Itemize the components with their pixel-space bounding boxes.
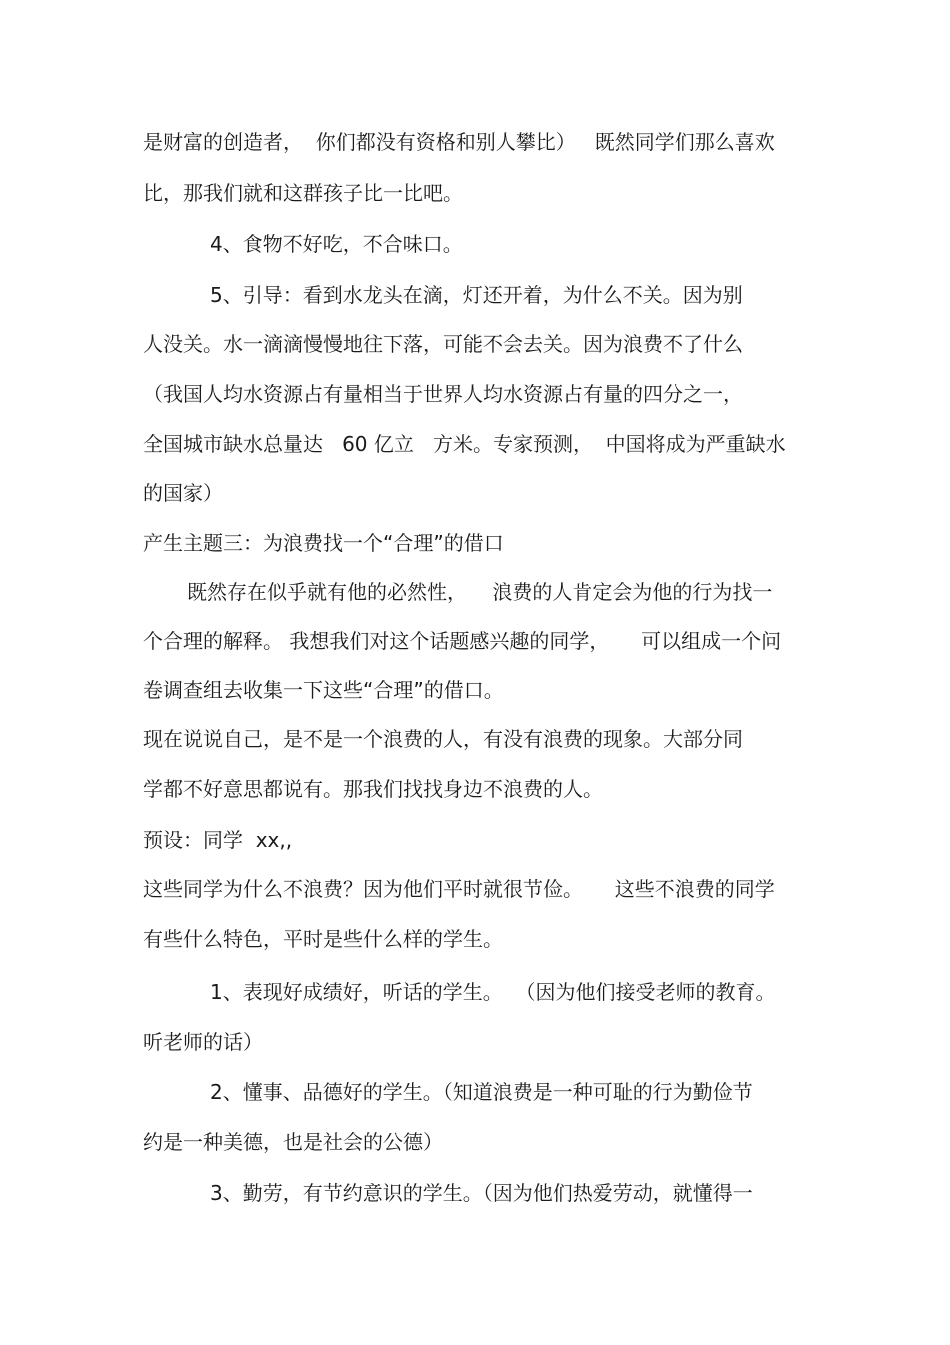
text-line: 预设：同学 xx,, — [143, 828, 293, 852]
text-line: 现在说说自己，是不是一个浪费的人，有没有浪费的现象。大部分同 — [143, 727, 743, 751]
text-line: 的国家） — [143, 481, 223, 505]
text-line: 5、引导：看到水龙头在滴，灯还开着，为什么不关。因为别 — [210, 283, 743, 307]
text-line: 卷调查组去收集一下这些“合理”的借口。 — [143, 678, 504, 702]
text-line: 4、食物不好吃，不合味口。 — [210, 232, 463, 256]
text-line: 有些什么特色，平时是些什么样的学生。 — [143, 927, 503, 951]
section-heading: 产生主题三：为浪费找一个“合理”的借口 — [143, 531, 504, 555]
text-line: 既然存在似乎就有他的必然性， 浪费的人肯定会为他的行为找一 — [187, 580, 773, 604]
text-line: 这些同学为什么不浪费？因为他们平时就很节俭。 这些不浪费的同学 — [143, 877, 775, 901]
text-line: 人没关。水一滴滴慢慢地往下落，可能不会去关。因为浪费不了什么 — [143, 332, 743, 356]
text-line: 3、勤劳，有节约意识的学生。（因为他们热爱劳动，就懂得一 — [210, 1181, 753, 1205]
text-line: 听老师的话） — [143, 1030, 263, 1054]
text-line: 个合理的解释。 我想我们对这个话题感兴趣的同学， 可以组成一个问 — [143, 629, 782, 653]
text-line: （我国人均水资源占有量相当于世界人均水资源占有量的四分之一， — [143, 382, 743, 406]
text-line: 约是一种美德，也是社会的公德） — [143, 1130, 443, 1154]
text-line: 学都不好意思都说有。那我们找找身边不浪费的人。 — [143, 777, 603, 801]
text-line: 比，那我们就和这群孩子比一比吧。 — [143, 181, 463, 205]
text-line: 1、表现好成绩好，听话的学生。 （因为他们接受老师的教育。 — [210, 980, 776, 1004]
text-line: 是财富的创造者， 你们都没有资格和别人攀比） 既然同学们那么喜欢 — [143, 130, 775, 154]
text-line: 2、懂事、品德好的学生。（知道浪费是一种可耻的行为勤俭节 — [210, 1080, 753, 1104]
text-line: 全国城市缺水总量达 60 亿立 方米。专家预测， 中国将成为严重缺水 — [143, 432, 786, 456]
